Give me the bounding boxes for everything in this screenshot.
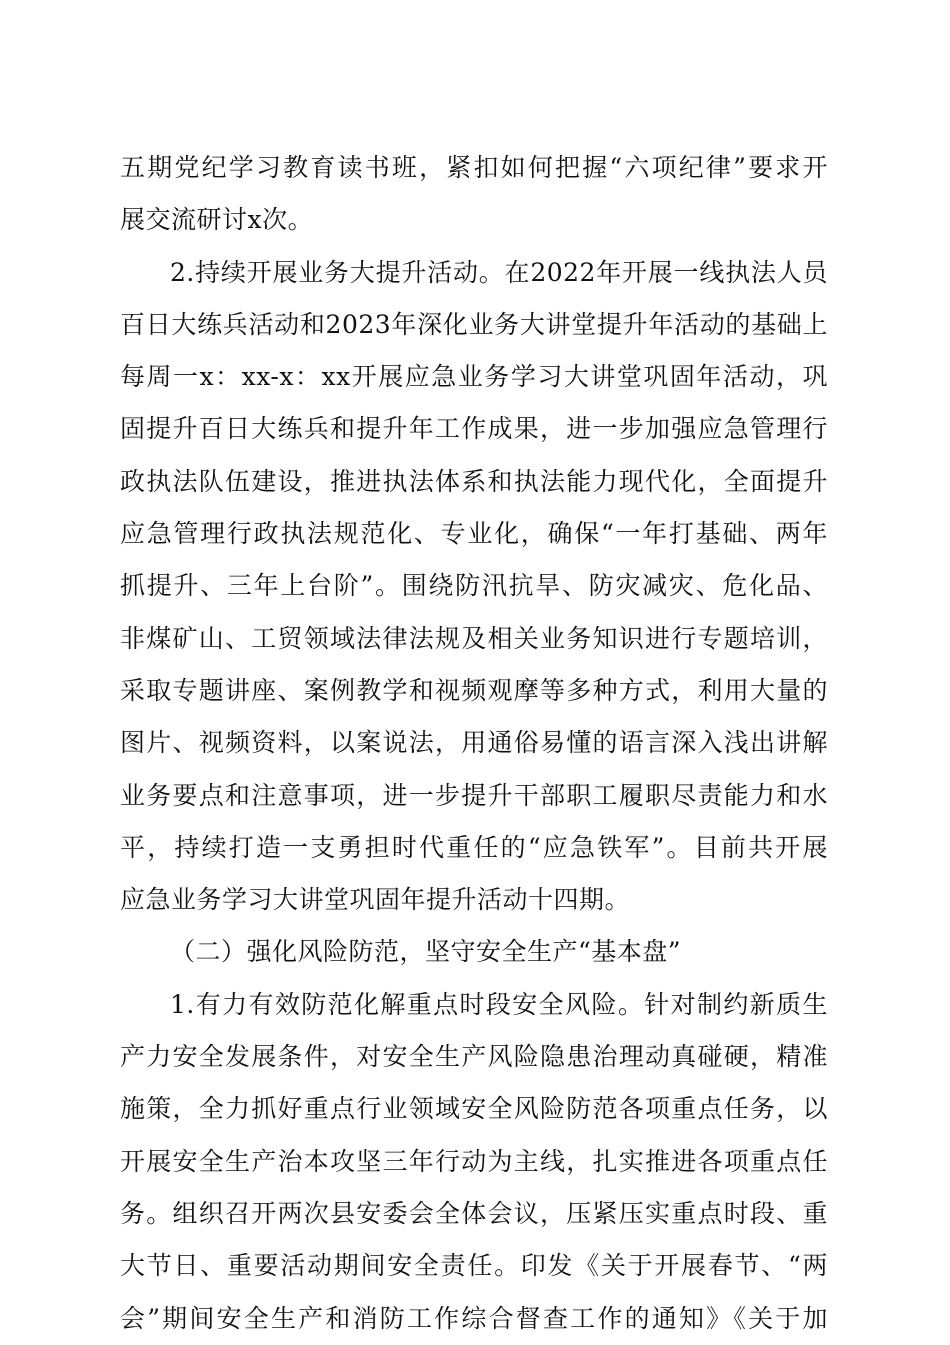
paragraph-risk-prevention (120, 979, 828, 1345)
section-heading (120, 926, 828, 978)
text-line: 应急业务学习大讲堂巩固年提升活动十四期。 (120, 885, 631, 915)
text-line: 1.有力有效防范化解重点时段安全风险。针对制约新质生 (170, 989, 828, 1019)
text-line: 平，持续打造一支勇担时代重任的“应急铁军”。目前共开展 (120, 832, 828, 862)
text-line: 展交流研讨x次。 (120, 205, 314, 235)
text-line: 固提升百日大练兵和提升年工作成果，进一步加强应急管理行 (120, 414, 828, 444)
text-line: 采取专题讲座、案例教学和视频观摩等多种方式，利用大量的 (120, 675, 828, 705)
text-line: 会”期间安全生产和消防工作综合督查工作的通知》《关于加 (120, 1303, 828, 1333)
text-line: 施策，全力抓好重点行业领域安全风险防范各项重点任务，以 (120, 1094, 828, 1124)
heading-line: （二）强化风险防范，坚守安全生产“基本盘” (170, 937, 682, 967)
text-line: 大节日、重要活动期间安全责任。印发《关于开展春节、“两 (120, 1251, 828, 1281)
text-line: 2.持续开展业务大提升活动。在2022年开展一线执法人员 (170, 257, 828, 287)
paragraph-business-improvement (120, 247, 828, 927)
text-line: 图片、视频资料，以案说法，用通俗易懂的语言深入浅出讲解 (120, 728, 828, 758)
text-line: 每周一x：xx-x：xx开展应急业务学习大讲堂巩固年活动，巩 (120, 362, 828, 392)
text-line: 产力安全发展条件，对安全生产风险隐患治理动真碰硬，精准 (120, 1042, 828, 1072)
text-line: 百日大练兵活动和2023年深化业务大讲堂提升年活动的基础上 (120, 309, 828, 339)
text-line: 开展安全生产治本攻坚三年行动为主线，扎实推进各项重点任 (120, 1146, 828, 1176)
text-line: 应急管理行政执法规范化、专业化，确保“一年打基础、两年 (120, 519, 828, 549)
text-line: 抓提升、三年上台阶”。围绕防汛抗旱、防灾减灾、危化品、 (120, 571, 828, 601)
text-line: 业务要点和注意事项，进一步提升干部职工履职尽责能力和水 (120, 780, 828, 810)
text-line: 务。组织召开两次县安委会全体会议，压紧压实重点时段、重 (120, 1198, 828, 1228)
document-page (120, 142, 828, 1345)
text-line: 五期党纪学习教育读书班，紧扣如何把握“六项纪律”要求开 (120, 153, 828, 182)
paragraph-continuation (120, 142, 828, 247)
text-line: 非煤矿山、工贸领域法律法规及相关业务知识进行专题培训， (120, 623, 828, 653)
text-line: 政执法队伍建设，推进执法体系和执法能力现代化，全面提升 (120, 466, 828, 496)
